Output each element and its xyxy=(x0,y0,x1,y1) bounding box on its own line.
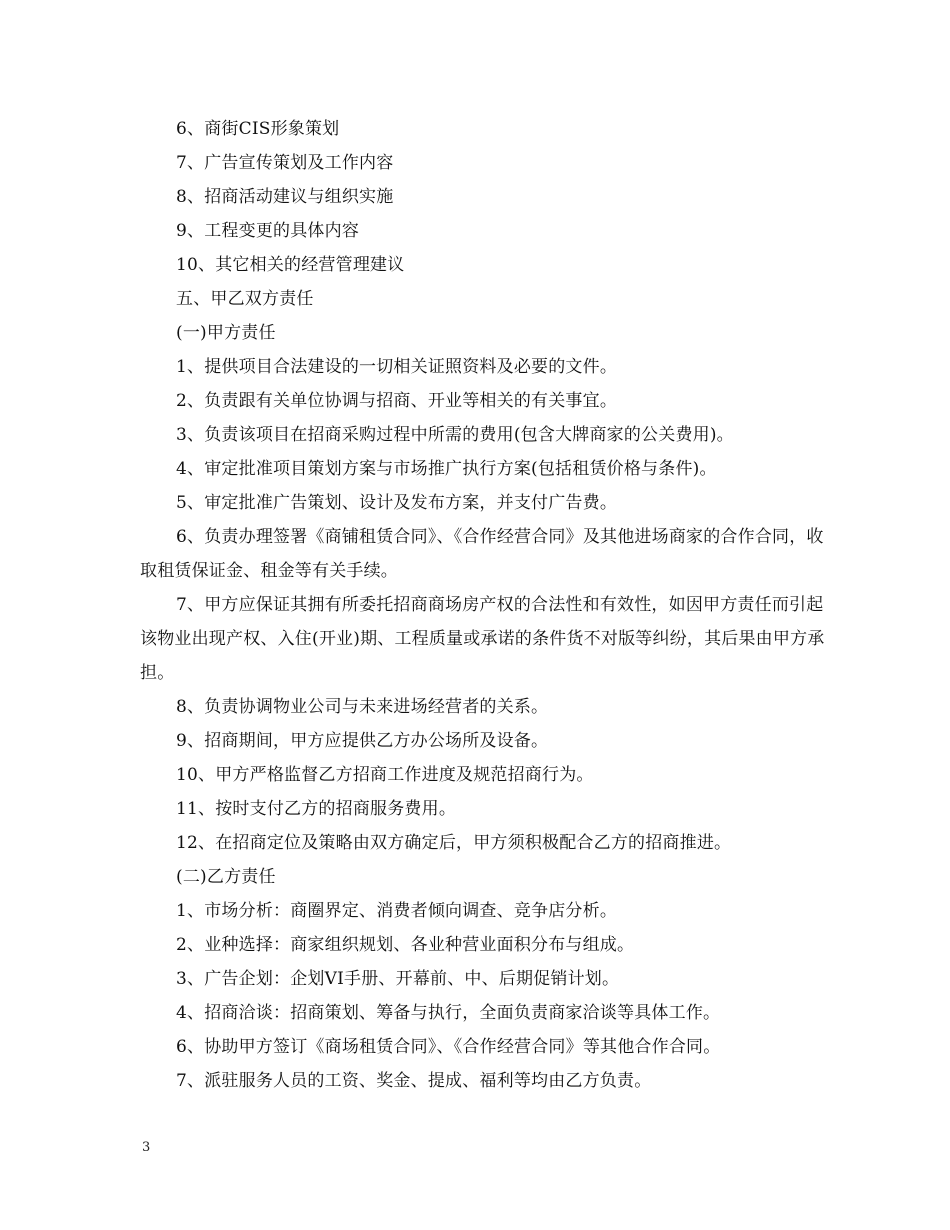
paragraph: 5、审定批准广告策划、设计及发布方案，并支付广告费。 xyxy=(176,493,618,513)
paragraph: 4、招商洽谈：招商策划、筹备与执行，全面负责商家洽谈等具体工作。 xyxy=(176,1003,721,1023)
paragraph: 10、其它相关的经营管理建议 xyxy=(176,255,405,275)
paragraph: 6、协助甲方签订《商场租赁合同》、《合作经营合同》等其他合作合同。 xyxy=(176,1037,721,1057)
paragraph: 8、负责协调物业公司与未来进场经营者的关系。 xyxy=(176,697,549,717)
paragraph: 6、负责办理签署《商铺租赁合同》、《合作经营合同》及其他进场商家的合作合同，收取租赁保证金、租金等有关手续。 xyxy=(140,527,824,581)
paragraph: 11、按时支付乙方的招商服务费用。 xyxy=(176,799,457,819)
paragraph: 7、派驻服务人员的工资、奖金、提成、福利等均由乙方负责。 xyxy=(176,1071,652,1091)
subsection-heading: (二)乙方责任 xyxy=(176,867,276,887)
paragraph: 3、负责该项目在招商采购过程中所需的费用(包含大牌商家的公关费用)。 xyxy=(176,425,734,445)
paragraph: 6、商街CIS形象策划 xyxy=(176,119,340,139)
page-number: 3 xyxy=(142,1140,151,1155)
paragraph: 2、负责跟有关单位协调与招商、开业等相关的有关事宜。 xyxy=(176,391,618,411)
paragraph: 1、市场分析：商圈界定、消费者倾向调查、竞争店分析。 xyxy=(176,901,618,921)
paragraph: 10、甲方严格监督乙方招商工作进度及规范招商行为。 xyxy=(176,765,594,785)
paragraph: 9、招商期间，甲方应提供乙方办公场所及设备。 xyxy=(176,731,549,751)
document-body xyxy=(140,112,830,1098)
paragraph: 8、招商活动建议与组织实施 xyxy=(176,187,394,207)
paragraph: 2、业种选择：商家组织规划、各业种营业面积分布与组成。 xyxy=(176,935,635,955)
paragraph: 12、在招商定位及策略由双方确定后，甲方须积极配合乙方的招商推进。 xyxy=(176,833,732,853)
paragraph: 4、审定批准项目策划方案与市场推广执行方案(包括租赁价格与条件)。 xyxy=(176,459,717,479)
paragraph: 1、提供项目合法建设的一切相关证照资料及必要的文件。 xyxy=(176,357,618,377)
section-heading: 五、甲乙双方责任 xyxy=(176,289,314,309)
paragraph: 9、工程变更的具体内容 xyxy=(176,221,360,241)
paragraph: 7、广告宣传策划及工作内容 xyxy=(176,153,394,173)
paragraph: 3、广告企划：企划VI手册、开幕前、中、后期促销计划。 xyxy=(176,969,620,989)
paragraph: 7、甲方应保证其拥有所委托招商商场房产权的合法性和有效性，如因甲方责任而引起该物业出现产权、入住(开业)期、工程质量或承诺的条件货不对版等纠纷，其后果由甲方承担。 xyxy=(140,595,825,683)
subsection-heading: (一)甲方责任 xyxy=(176,323,276,343)
